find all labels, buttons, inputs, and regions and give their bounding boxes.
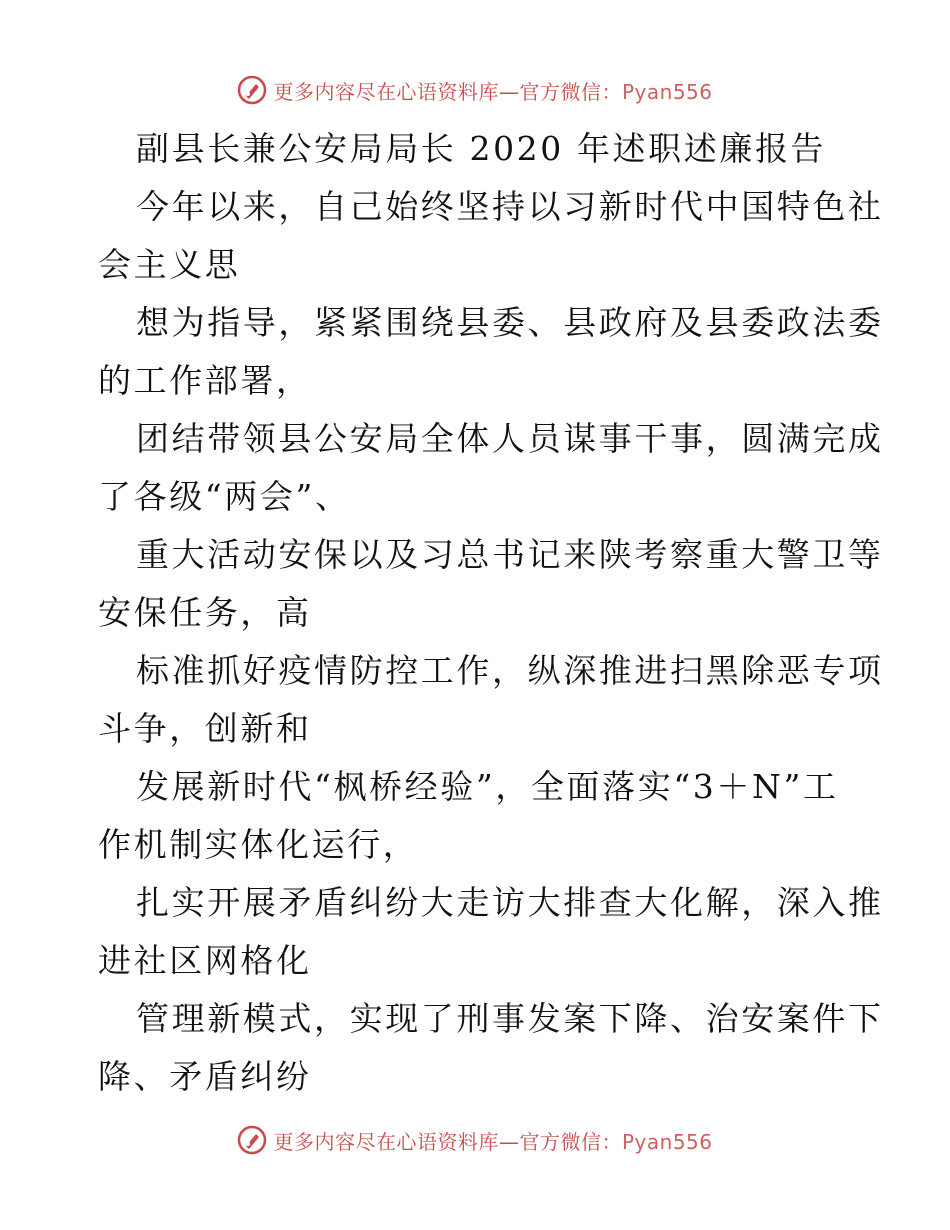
paragraph-line: 的工作部署， <box>98 361 312 400</box>
banner-text: 更多内容尽在心语资料库—官方微信：Pyan556 <box>273 1129 713 1154</box>
footer-banner <box>0 1122 950 1158</box>
pen-nib-logo-icon <box>237 75 267 105</box>
paragraph-line: 标准抓好疫情防控工作，纵深推进扫黑除恶专项 <box>136 651 884 690</box>
paragraph-line: 发展新时代“枫桥经验”，全面落实“3＋N”工 <box>136 767 839 806</box>
paragraph-line: 会主义思 <box>98 245 241 284</box>
paragraph-line: 进社区网格化 <box>98 941 312 980</box>
paragraph-line: 扎实开展矛盾纠纷大走访大排查大化解，深入推 <box>136 883 884 922</box>
banner-wechat-id: Pyan556 <box>621 1129 713 1154</box>
document-title: 副县长兼公安局局长 2020 年述职述廉报告 <box>136 129 827 168</box>
paragraph-line: 作机制实体化运行， <box>98 825 419 864</box>
document-body <box>98 120 884 1106</box>
paragraph-line: 想为指导，紧紧围绕县委、县政府及县委政法委 <box>136 303 884 342</box>
paragraph-line: 重大活动安保以及习总书记来陕考察重大警卫等 <box>136 535 884 574</box>
paragraph-line: 管理新模式，实现了刑事发案下降、治安案件下 <box>136 999 884 1038</box>
paragraph-line: 安保任务，高 <box>98 593 312 632</box>
paragraph-line: 团结带领县公安局全体人员谋事干事，圆满完成 <box>136 419 884 458</box>
header-banner <box>0 72 950 108</box>
paragraph-line: 了各级“两会”、 <box>98 477 351 516</box>
paragraph-line: 今年以来，自己始终坚持以习新时代中国特色社 <box>136 187 884 226</box>
pen-nib-logo-icon <box>237 1125 267 1155</box>
banner-wechat-id: Pyan556 <box>621 79 713 104</box>
banner-text: 更多内容尽在心语资料库—官方微信：Pyan556 <box>273 79 713 104</box>
paragraph-line: 降、矛盾纠纷 <box>98 1057 312 1096</box>
paragraph-line: 斗争，创新和 <box>98 709 312 748</box>
